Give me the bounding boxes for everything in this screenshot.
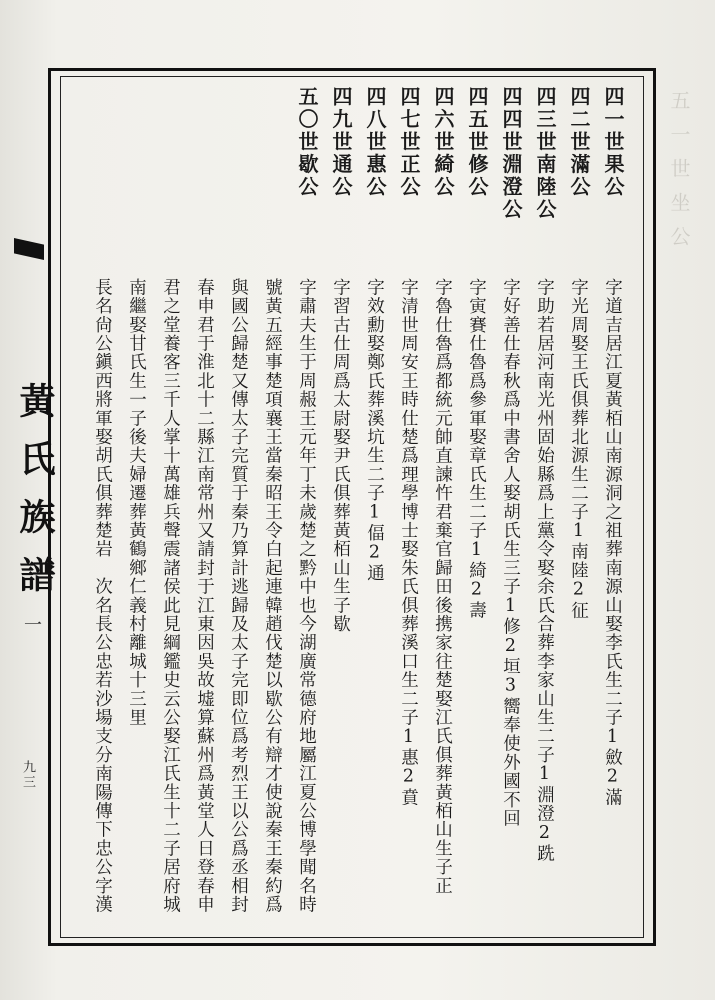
generation-text-line: 南繼娶甘氏生一子後夫婦遷葬黃鶴鄉仁義村離城十三里 (126, 278, 147, 727)
book-title: 黃氏族譜 (14, 382, 56, 614)
generation-text: 字助若居河南光州固始縣爲上黨令娶余氏合葬李家山生二子1淵澄2跣 (534, 278, 555, 863)
generation-text: 字效勳娶鄭氏葬溪坑生二子1偪2通 (364, 278, 385, 583)
generation-text: 字魯仕魯爲都統元帥直諫忤君棄官歸田後携家往楚娶江氏俱葬黃栢山生子正 (432, 278, 453, 896)
generation-text: 字光周娶王氏俱葬北源生二子1南陸2征 (568, 278, 589, 620)
generation-text: 字好善仕春秋爲中書舍人娶胡氏生三子1修2垣3嚮奉使外國不回 (500, 278, 521, 828)
generation-text: 字習古仕周爲太尉娶尹氏俱葬黃栢山生子歇 (330, 278, 351, 634)
page-number: 九三 (20, 760, 35, 790)
generation-text: 字寅賽仕魯爲參軍娶章氏生二子1綺2壽 (466, 278, 487, 620)
generation-text-line: 長名尙公鎭西將軍娶胡氏俱葬楚岩 次名長公忠若沙場支分南陽傳下忠公字漢 (92, 278, 113, 914)
generation-name: 五〇世歇公 (295, 86, 319, 199)
generation-name: 四八世惠公 (363, 86, 387, 199)
generation-text-line: 與國公歸楚又傳太子完質于秦乃算計逃歸及太子完即位爲考烈王以公爲丞相封 (228, 278, 249, 914)
generation-text: 字道吉居江夏黃栢山南源洞之祖葬南源山娶李氏生二子1斂2滿 (602, 278, 623, 807)
generation-name: 四九世通公 (329, 86, 353, 199)
generation-text-line: 君之堂養客三千人掌十萬雄兵聲震諸侯此見綱鑑史云公娶江氏生十二子居府城 (160, 278, 181, 914)
generation-name: 四四世淵澄公 (499, 86, 523, 221)
generation-name: 四二世滿公 (567, 86, 591, 199)
folio-mark: 一 (21, 615, 42, 633)
bleed-through-text: 五一世坐公 (667, 90, 691, 260)
generation-text-line: 字肅夫生于周赧王元年丁未歲楚之黔中也今湖廣常德府地屬江夏公博學聞名時 (296, 278, 317, 914)
generation-name: 四一世果公 (601, 86, 625, 199)
generation-name: 四七世正公 (397, 86, 421, 199)
fish-tail-mark (14, 238, 44, 260)
generation-text-line: 號黃五經事楚項襄王當秦昭王令白起連韓趙伐楚以歇公有辯才使說秦王秦約爲 (262, 278, 283, 914)
generation-name: 四六世綺公 (431, 86, 455, 199)
generation-name: 四五世修公 (465, 86, 489, 199)
generation-name: 四三世南陸公 (533, 86, 557, 221)
generation-text-line: 春申君于淮北十二縣江南常州又請封于江東因吳故墟算蘇州爲黃堂人日登春申 (194, 278, 215, 914)
generation-text: 字清世周安王時仕楚爲理學博士娶朱氏俱葬溪口生二子1惠2賁 (398, 278, 419, 807)
